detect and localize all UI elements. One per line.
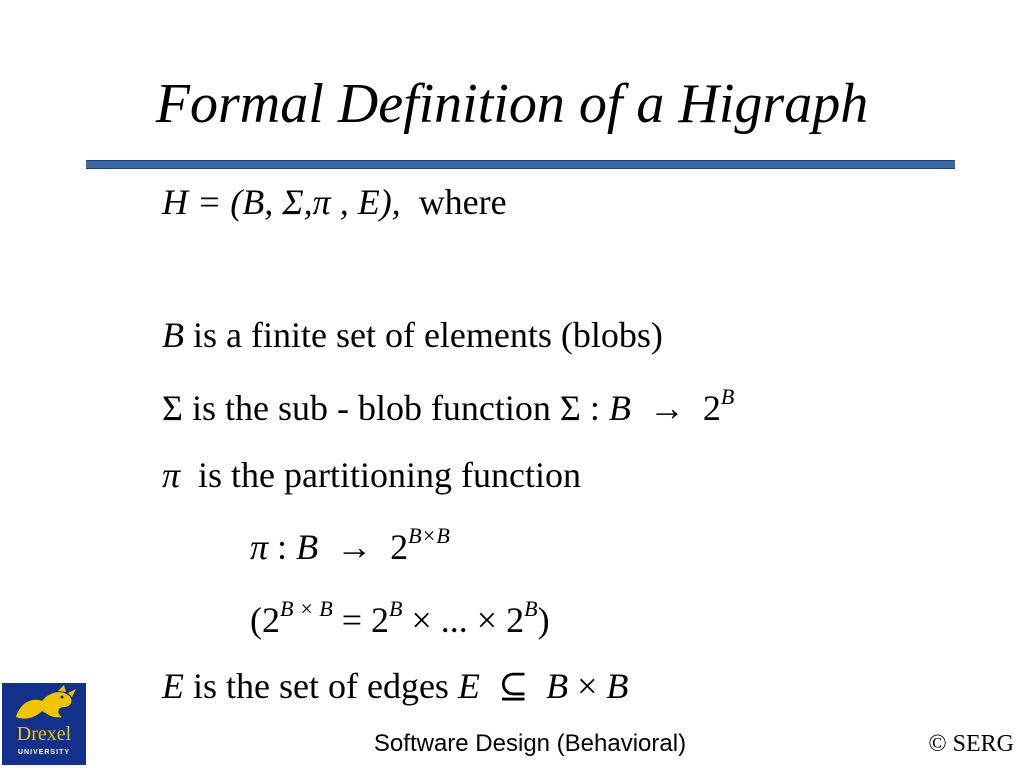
expansion-exp2: B bbox=[389, 596, 403, 621]
subblob-arrow: → bbox=[648, 388, 685, 428]
title-divider bbox=[86, 160, 955, 169]
pi-map-base: 2 bbox=[390, 527, 409, 567]
pi-map-colon: : bbox=[268, 527, 297, 567]
partition-text: is the partitioning function bbox=[198, 455, 581, 495]
slide-title: Formal Definition of a Higraph bbox=[155, 73, 869, 135]
pi-map-arrow: → bbox=[336, 527, 373, 567]
pi-map-symbol: π bbox=[250, 527, 269, 567]
footer-copyright: © SERG bbox=[928, 731, 1014, 757]
expansion-exp1: B × B bbox=[280, 596, 333, 621]
expansion-open: (2 bbox=[250, 600, 280, 640]
edges-line bbox=[162, 664, 628, 708]
footer-course-title: Software Design (Behavioral) bbox=[373, 730, 687, 757]
subblob-base: 2 bbox=[702, 388, 721, 428]
dragon-icon bbox=[2, 683, 86, 725]
pi-map-domain: B bbox=[296, 527, 319, 567]
logo-wordmark: Drexel bbox=[16, 723, 72, 745]
subblob-domain: B bbox=[608, 388, 631, 428]
expansion-eq: = 2 bbox=[341, 600, 390, 640]
edges-symbol: E bbox=[162, 666, 184, 706]
edges-b1: B bbox=[546, 666, 569, 706]
edges-symbol-2: E bbox=[457, 666, 480, 706]
definition-line bbox=[162, 180, 507, 224]
blobs-text: is a finite set of elements (blobs) bbox=[193, 315, 663, 355]
subblob-exponent: B bbox=[720, 384, 735, 409]
expansion-line bbox=[250, 598, 550, 642]
pi-map-exponent: B×B bbox=[408, 523, 450, 548]
expansion-close: ) bbox=[537, 600, 550, 640]
logo-subtext: UNIVERSITY bbox=[17, 749, 70, 756]
times-symbol: × bbox=[577, 666, 598, 706]
pi-symbol: π bbox=[162, 455, 181, 495]
blob-symbol: B bbox=[162, 315, 184, 355]
partition-line bbox=[162, 453, 581, 497]
where-word: where bbox=[418, 182, 507, 222]
blobs-line bbox=[162, 313, 663, 357]
expansion-dots: × ... × 2 bbox=[411, 600, 525, 640]
edges-b2: B bbox=[606, 666, 629, 706]
edges-text: is the set of edges bbox=[193, 666, 449, 706]
higraph-tuple: H = (B, Σ,π , E), bbox=[162, 182, 401, 222]
subset-symbol: ⊆ bbox=[497, 666, 529, 706]
subblob-line bbox=[162, 386, 734, 430]
subblob-text: Σ is the sub - blob function Σ : bbox=[162, 388, 609, 428]
pi-mapping-line bbox=[250, 525, 450, 569]
expansion-exp3: B bbox=[524, 596, 538, 621]
